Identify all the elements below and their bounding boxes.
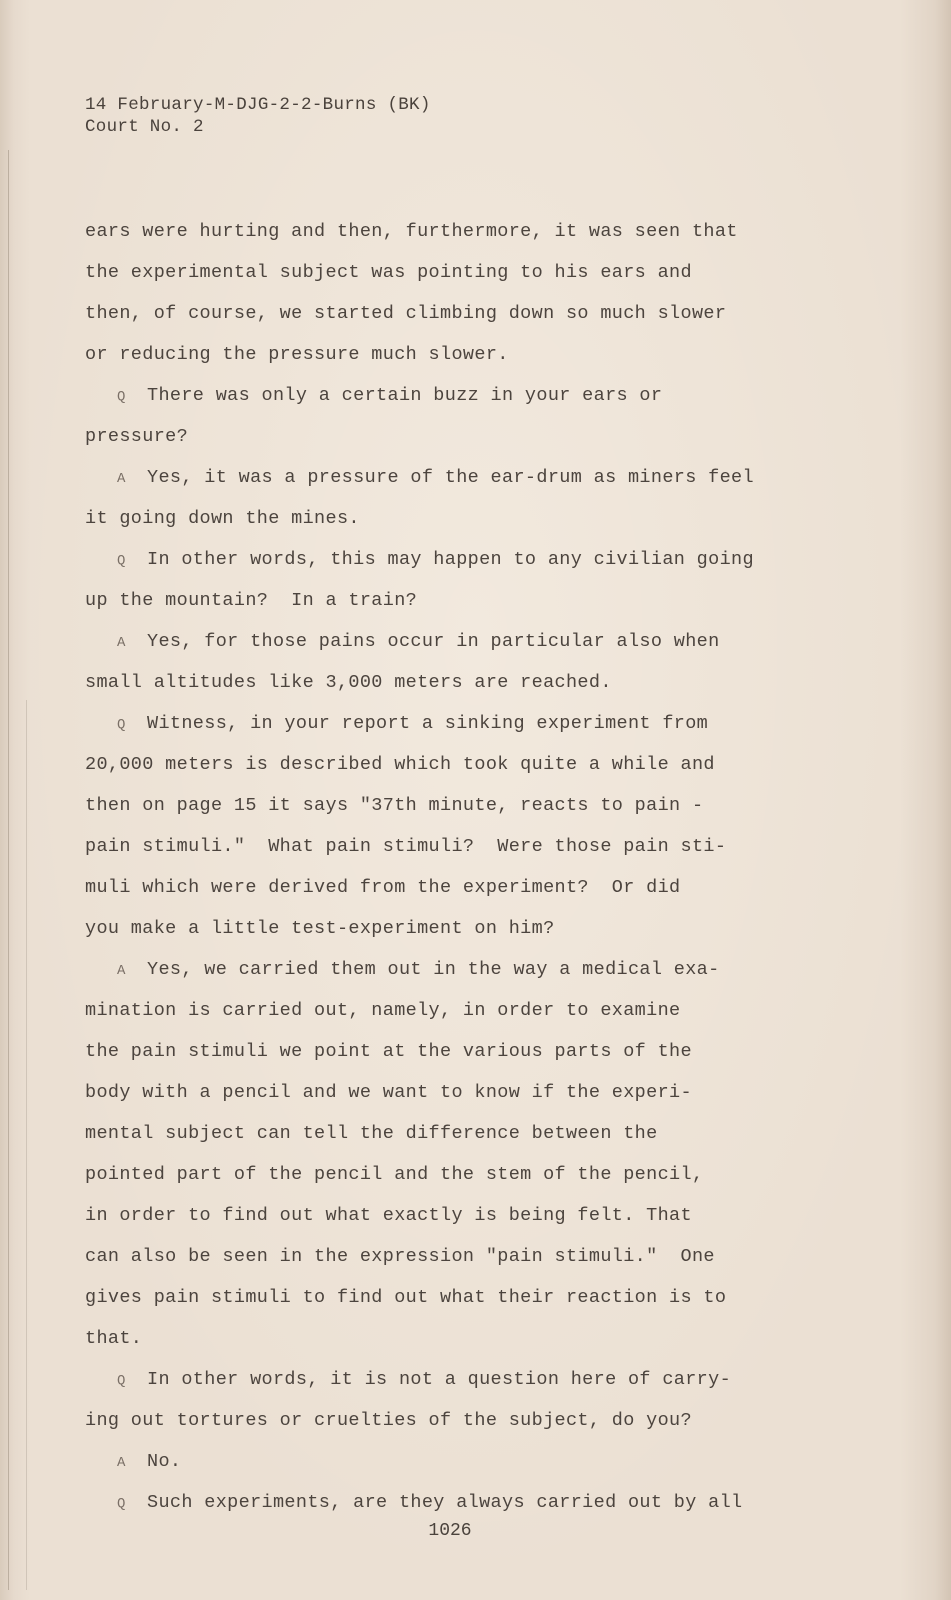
transcript-line-text: in order to find out what exactly is being felt. That [85, 1205, 692, 1226]
transcript-line [85, 990, 905, 1031]
transcript-line-text: Yes, it was a pressure of the ear-drum as miners feel [147, 467, 754, 488]
transcript-line [85, 580, 905, 621]
answer-marker: A [117, 635, 126, 651]
transcript-line-text: the pain stimuli we point at the various parts of the [85, 1041, 692, 1062]
transcript-line-text: In other words, this may happen to any civilian going [147, 549, 754, 570]
transcript-line-text: No. [147, 1451, 182, 1472]
transcript-body [85, 211, 905, 1523]
transcript-line-text: 20,000 meters is described which took quite a while and [85, 754, 715, 775]
transcript-line-text: pressure? [85, 426, 189, 447]
transcript-line [85, 498, 905, 539]
transcript-line [85, 1482, 905, 1523]
transcript-line-text: can also be seen in the expression "pain stimuli." One [85, 1246, 715, 1267]
transcript-line-text: then on page 15 it says "37th minute, reacts to pain - [85, 795, 704, 816]
transcript-line-text: it going down the mines. [85, 508, 360, 529]
transcript-line-text: In other words, it is not a question here of carry- [147, 1369, 732, 1390]
transcript-line [85, 908, 905, 949]
transcript-line [85, 252, 905, 293]
transcript-line [85, 1031, 905, 1072]
transcript-line-text: pain stimuli." What pain stimuli? Were those pain sti- [85, 836, 727, 857]
transcript-line [85, 1154, 905, 1195]
transcript-line-text: small altitudes like 3,000 meters are reached. [85, 672, 612, 693]
transcript-line-text: Witness, in your report a sinking experiment from [147, 713, 709, 734]
transcript-line-text: the experimental subject was pointing to his ears and [85, 262, 692, 283]
transcript-line [85, 621, 905, 662]
transcript-line [85, 375, 905, 416]
page-edge-line [8, 150, 9, 1590]
header-court-line: Court No. 2 [85, 117, 204, 137]
transcript-line-text: that. [85, 1328, 143, 1349]
question-marker: Q [117, 717, 126, 733]
transcript-line-text: you make a little test-experiment on him? [85, 918, 555, 939]
transcript-line [85, 949, 905, 990]
question-marker: Q [117, 1373, 126, 1389]
transcript-line-text: pointed part of the pencil and the stem of the pencil, [85, 1164, 704, 1185]
transcript-line [85, 1195, 905, 1236]
transcript-line [85, 662, 905, 703]
transcript-line [85, 1318, 905, 1359]
answer-marker: A [117, 963, 126, 979]
question-marker: Q [117, 1496, 126, 1512]
transcript-line [85, 1441, 905, 1482]
transcript-line-text: ears were hurting and then, furthermore, it was seen that [85, 221, 738, 242]
transcript-line-text: body with a pencil and we want to know if the experi- [85, 1082, 692, 1103]
transcript-line-text: ing out tortures or cruelties of the subject, do you? [85, 1410, 692, 1431]
page-number: 1026 [428, 1521, 472, 1541]
transcript-line-text: up the mountain? In a train? [85, 590, 418, 611]
transcript-line-text: Yes, we carried them out in the way a medical exa- [147, 959, 720, 980]
transcript-line-text: gives pain stimuli to find out what their reaction is to [85, 1287, 727, 1308]
transcript-line-text: Such experiments, are they always carried out by all [147, 1492, 743, 1513]
transcript-line [85, 1277, 905, 1318]
transcript-line [85, 457, 905, 498]
transcript-line-text: muli which were derived from the experiment? Or did [85, 877, 681, 898]
answer-marker: A [117, 471, 126, 487]
transcript-line [85, 785, 905, 826]
transcript-line [85, 1113, 905, 1154]
transcript-line-text: There was only a certain buzz in your ears or [147, 385, 663, 406]
document-header [85, 94, 431, 138]
page-edge-line [26, 700, 27, 1590]
transcript-line [85, 1072, 905, 1113]
transcript-line [85, 293, 905, 334]
transcript-line-text: then, of course, we started climbing down so much slower [85, 303, 727, 324]
transcript-line-text: Yes, for those pains occur in particular also when [147, 631, 720, 652]
header-session-line: 14 February-M-DJG-2-2-Burns (BK) [85, 95, 431, 115]
transcript-line-text: mental subject can tell the difference between the [85, 1123, 658, 1144]
transcript-line [85, 703, 905, 744]
transcript-line-text: mination is carried out, namely, in order to examine [85, 1000, 681, 1021]
transcript-line [85, 867, 905, 908]
answer-marker: A [117, 1455, 126, 1471]
question-marker: Q [117, 389, 126, 405]
transcript-line [85, 826, 905, 867]
transcript-line [85, 334, 905, 375]
transcript-line [85, 1236, 905, 1277]
transcript-line [85, 744, 905, 785]
transcript-line [85, 211, 905, 252]
transcript-line [85, 1359, 905, 1400]
transcript-line [85, 416, 905, 457]
transcript-line [85, 539, 905, 580]
transcript-line [85, 1400, 905, 1441]
transcript-line-text: or reducing the pressure much slower. [85, 344, 509, 365]
question-marker: Q [117, 553, 126, 569]
